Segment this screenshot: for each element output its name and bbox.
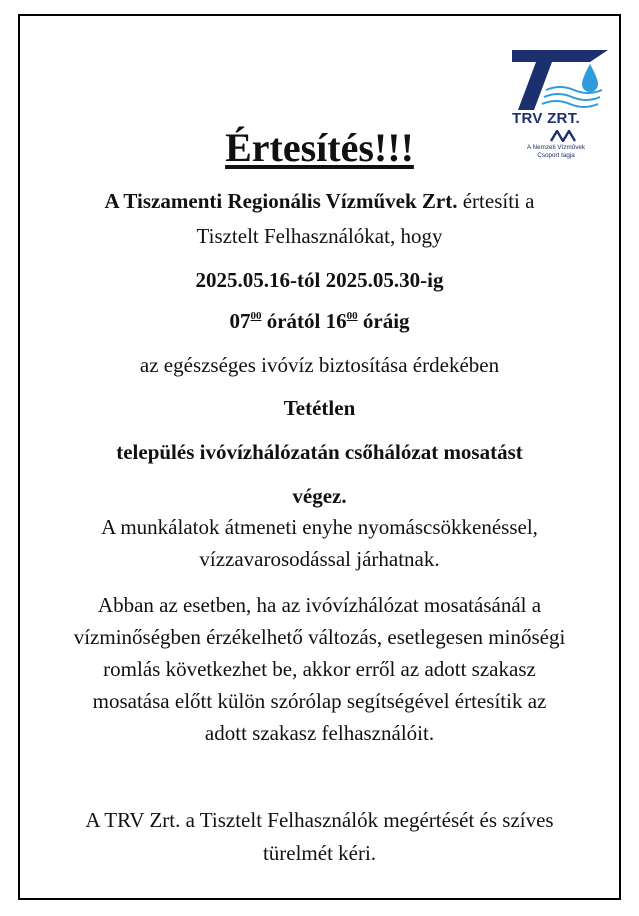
addressee-line: Tisztelt Felhasználókat, hogy [196,224,443,248]
logo-subtitle-line2: Csoport tagja [537,151,575,159]
trv-logo-mark [490,34,610,114]
date-range: 2025.05.16-tól 2025.05.30-ig [195,268,444,292]
time-end-minutes: 00 [346,310,358,322]
time-start-minutes: 00 [250,310,262,322]
company-line [30,189,609,214]
paragraph-line-1: Abban az esetben, ha az ivóvízhálózat mosatásánál a [97,593,542,617]
notice-title: Értesítés!!! [225,125,414,170]
logo-subtitle-line1: A Nemzeti Vízművek [526,144,586,151]
closing-line-2: türelmét kéri. [262,841,377,865]
time-end: óráig [357,309,410,333]
closing-line-1: A TRV Zrt. a Tisztelt Felhasználók megértését és szíves [85,808,554,832]
purpose-line: az egészséges ivóvíz biztosítása érdekében [139,353,500,377]
logo-brand-text: TRV ZRT. [512,110,580,127]
town-name: Tetétlen [283,396,356,420]
effect-line-2: vízzavarosodással járhatnak. [199,547,440,571]
action-line: település ivóvízhálózatán csőhálózat mosatást [116,440,523,464]
paragraph-line-4: mosatása előtt külön szórólap segítségével értesítik az [92,689,547,713]
time-start: 07 [229,309,251,333]
company-rest: értesíti a [457,189,535,213]
company-name: A Tiszamenti Regionális Vízművek Zrt. [104,189,458,213]
time-mid: órától 16 [261,309,347,333]
effect-line-1: A munkálatok átmeneti enyhe nyomáscsökkenéssel, [101,515,538,539]
action-end-line: végez. [292,484,347,508]
time-range [30,309,609,334]
paragraph-line-3: romlás következhet be, akkor erről az adott szakasz [103,657,536,681]
paragraph-line-5: adott szakasz felhasználóit. [204,721,435,745]
paragraph-line-2: vízminőségben érzékelhető változás, esetlegesen minőségi [73,625,566,649]
